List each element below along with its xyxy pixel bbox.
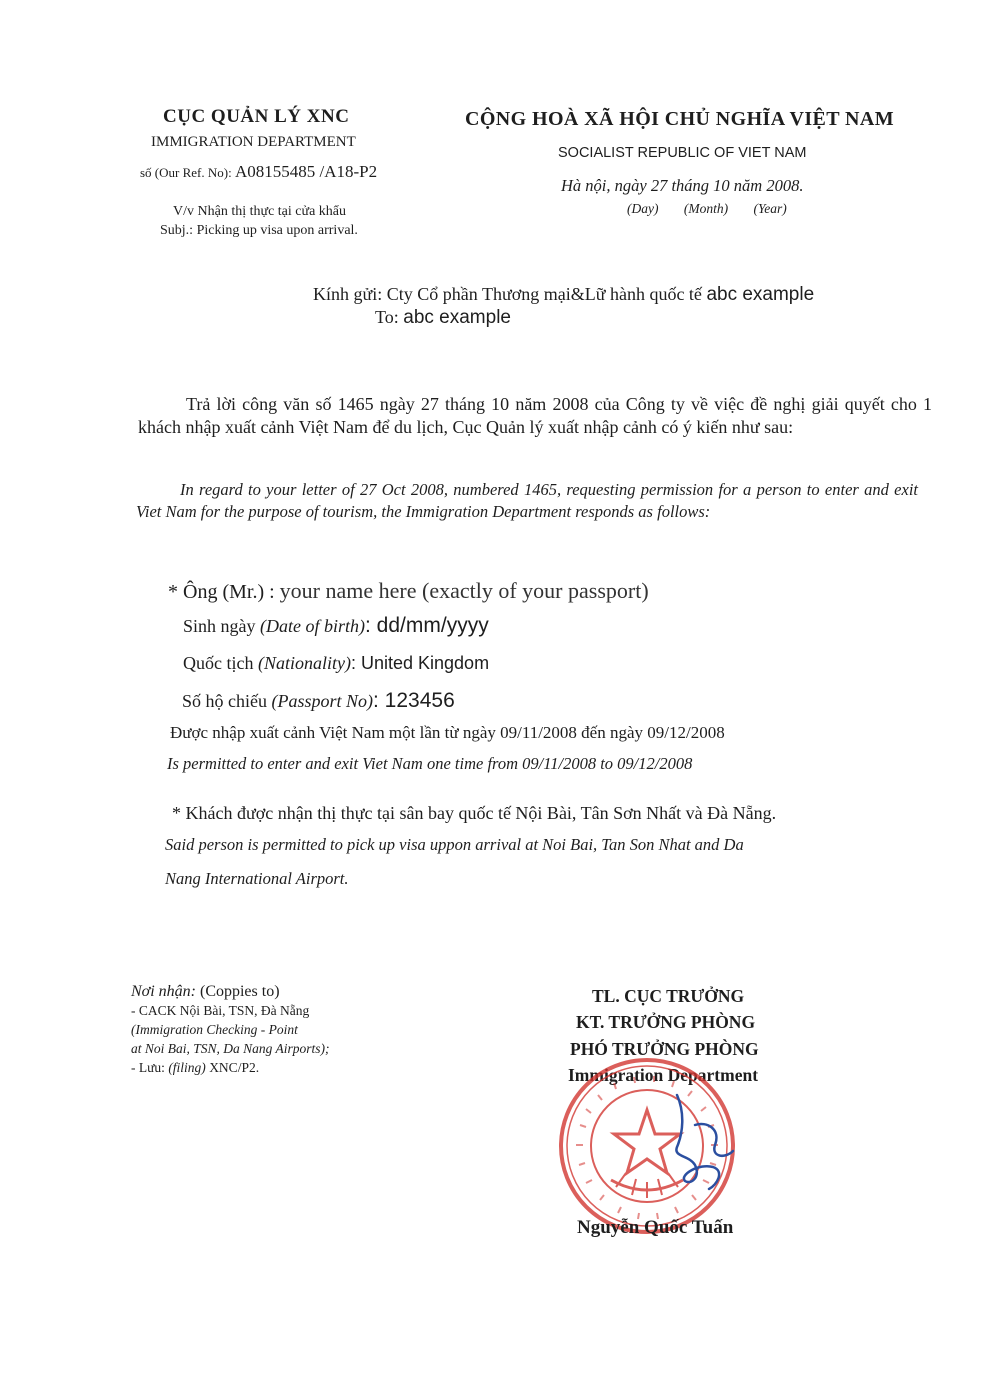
- issuing-department-en: IMMIGRATION DEPARTMENT: [151, 134, 356, 150]
- republic-title-en: SOCIALIST REPUBLIC OF VIET NAM: [558, 145, 807, 161]
- issuing-department-vn: CỤC QUẢN LÝ XNC: [163, 106, 350, 127]
- date-field-hints: (Day) (Month) (Year): [627, 201, 787, 216]
- filing-label: - Lưu:: [131, 1060, 165, 1075]
- dob-label-en: (Date of birth): [260, 616, 366, 636]
- dob-label-vn: Sinh ngày: [183, 616, 256, 636]
- reference-label: số (Our Ref. No):: [140, 165, 232, 180]
- signature-title-3: PHÓ TRƯỞNG PHÒNG: [570, 1039, 759, 1059]
- recipient-vn-label: Kính gửi:: [313, 284, 383, 304]
- signature-title-1: TL. CỤC TRƯỞNG: [592, 986, 745, 1006]
- recipient-en-label: To:: [375, 307, 399, 327]
- date-of-birth-line: [183, 614, 489, 638]
- dob-value: : dd/mm/yyyy: [365, 614, 489, 637]
- passport-line: [182, 689, 455, 713]
- permit-period-vn: Được nhập xuất cảnh Việt Nam một lần từ ngày 09/11/2008 đến ngày 09/12/2008: [170, 723, 725, 742]
- body-paragraph-vn: Trả lời công văn số 1465 ngày 27 tháng 10 năm 2008 của Công ty về việc đề nghị giải quyết cho 1 khách nhập xuất cảnh Việt Nam để du lịch, Cục Quản lý xuất nhập cảnh có ý kiến như sau:: [138, 394, 932, 437]
- recipient-en: [375, 307, 511, 329]
- handwritten-signature-icon: [655, 1085, 745, 1195]
- republic-title-vn: CỘNG HOÀ XÃ HỘI CHỦ NGHĨA VIỆT NAM: [465, 108, 895, 130]
- pickup-note-en-line1: Said person is permitted to pick up visa uppon arrival at Noi Bai, Tan Son Nhat and Da: [165, 835, 744, 854]
- nationality-line: [183, 653, 489, 674]
- permit-period-en: Is permitted to enter and exit Viet Nam one time from 09/11/2008 to 09/12/2008: [167, 754, 693, 773]
- recipient-vn-name: abc example: [706, 284, 815, 305]
- subject-en: Subj.: Picking up visa upon arrival.: [160, 223, 358, 238]
- nationality-label-vn: Quốc tịch: [183, 653, 254, 673]
- filing-value: XNC/P2.: [209, 1060, 260, 1075]
- person-name-line: [168, 578, 649, 604]
- recipient-vn: [313, 284, 814, 306]
- recipient-en-name: abc example: [403, 307, 511, 328]
- pickup-note-en-line2: Nang International Airport.: [165, 869, 349, 888]
- copies-line: at Noi Bai, TSN, Da Nang Airports);: [131, 1041, 330, 1056]
- nationality-label-en: (Nationality): [257, 653, 351, 673]
- signature-title-4: Immigration Department: [568, 1065, 759, 1085]
- body-paragraph-en: In regard to your letter of 27 Oct 2008, numbered 1465, requesting permission for a person to enter and exit Viet Nam for the purpose of tourism, the Immigration Department responds as follows:: [136, 480, 918, 521]
- reference-line: [140, 162, 377, 182]
- signature-title-2: KT. TRƯỞNG PHÒNG: [576, 1012, 756, 1032]
- filing-hint: (filing): [168, 1060, 206, 1075]
- recipient-company: Cty Cổ phần Thương mại&Lữ hành quốc tế: [386, 284, 702, 304]
- reference-number: A08155485 /A18-P2: [234, 162, 378, 181]
- passport-label-vn: Số hộ chiếu: [182, 691, 267, 711]
- signer-name: Nguyễn Quốc Tuấn: [577, 1217, 734, 1238]
- person-name-label: * Ông (Mr.) :: [168, 581, 275, 603]
- copies-heading-en: (Coppies to): [199, 983, 280, 1000]
- copies-line: - CACK Nội Bài, TSN, Đà Nẵng: [131, 1003, 310, 1018]
- person-name-value: your name here (exactly of your passport): [279, 578, 649, 603]
- letter-date: Hà nội, ngày 27 tháng 10 năm 2008.: [561, 176, 804, 195]
- copies-line: (Immigration Checking - Point: [131, 1022, 298, 1037]
- nationality-value: : United Kingdom: [350, 653, 490, 673]
- copies-filing-line: [131, 1060, 259, 1076]
- passport-value: : 123456: [373, 689, 455, 712]
- subject-vn: V/v Nhận thị thực tại cửa khẩu: [173, 204, 347, 219]
- copies-heading-vn: Nơi nhận:: [131, 983, 196, 1000]
- passport-label-en: (Passport No): [271, 691, 374, 711]
- pickup-note-vn: * Khách được nhận thị thực tại sân bay quốc tế Nội Bài, Tân Sơn Nhất và Đà Nẵng.: [172, 803, 777, 823]
- copies-heading: [131, 983, 280, 1001]
